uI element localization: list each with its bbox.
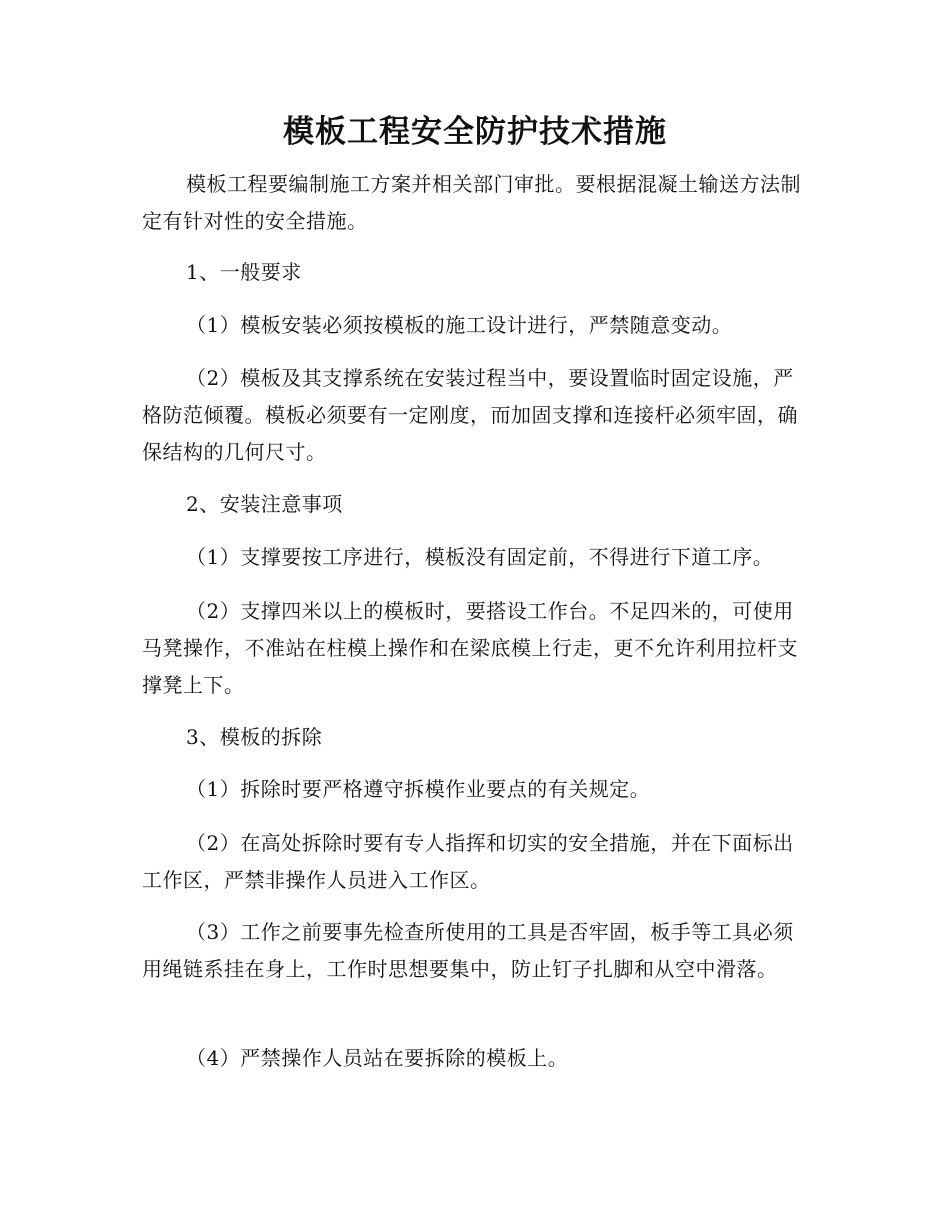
- section-heading-removal: 3、模板的拆除: [186, 725, 323, 749]
- removal-item-3: （3）工作之前要事先检查所使用的工具是否牢固，板手等工具必须用绳链系挂在身上，工作时思想要集中，防止钉子扎脚和从空中滑落。: [142, 920, 794, 981]
- general-item-1: （1）模板安装必须按模板的施工设计进行，严禁随意变动。: [186, 313, 733, 337]
- removal-item-2: （2）在高处拆除时要有专人指挥和切实的安全措施，并在下面标出工作区，严禁非操作人员进入工作区。: [142, 831, 794, 892]
- section-heading-installation: 2、安装注意事项: [186, 492, 343, 516]
- general-item-2: （2）模板及其支撑系统在安装过程当中，要设置临时固定设施，严格防范倾覆。模板必须要有一定刚度，而加固支撑和连接杆必须牢固，确保结构的几何尺寸。: [142, 366, 798, 464]
- installation-item-2: （2）支撑四米以上的模板时，要搭设工作台。不足四米的，可使用马凳操作，不准站在柱模上操作和在梁底模上行走，更不允许利用拉杆支撑凳上下。: [142, 599, 798, 697]
- document-title: 模板工程安全防护技术措施: [283, 114, 667, 150]
- removal-item-1: （1）拆除时要严格遵守拆模作业要点的有关规定。: [186, 777, 651, 801]
- removal-item-4: （4）严禁操作人员站在要拆除的模板上。: [186, 1046, 569, 1070]
- intro-paragraph: 模板工程要编制施工方案并相关部门审批。要根据混凝土输送方法制定有针对性的安全措施。: [142, 172, 801, 233]
- installation-item-1: （1）支撑要按工序进行，模板没有固定前，不得进行下道工序。: [186, 545, 774, 569]
- section-heading-general: 1、一般要求: [186, 260, 302, 284]
